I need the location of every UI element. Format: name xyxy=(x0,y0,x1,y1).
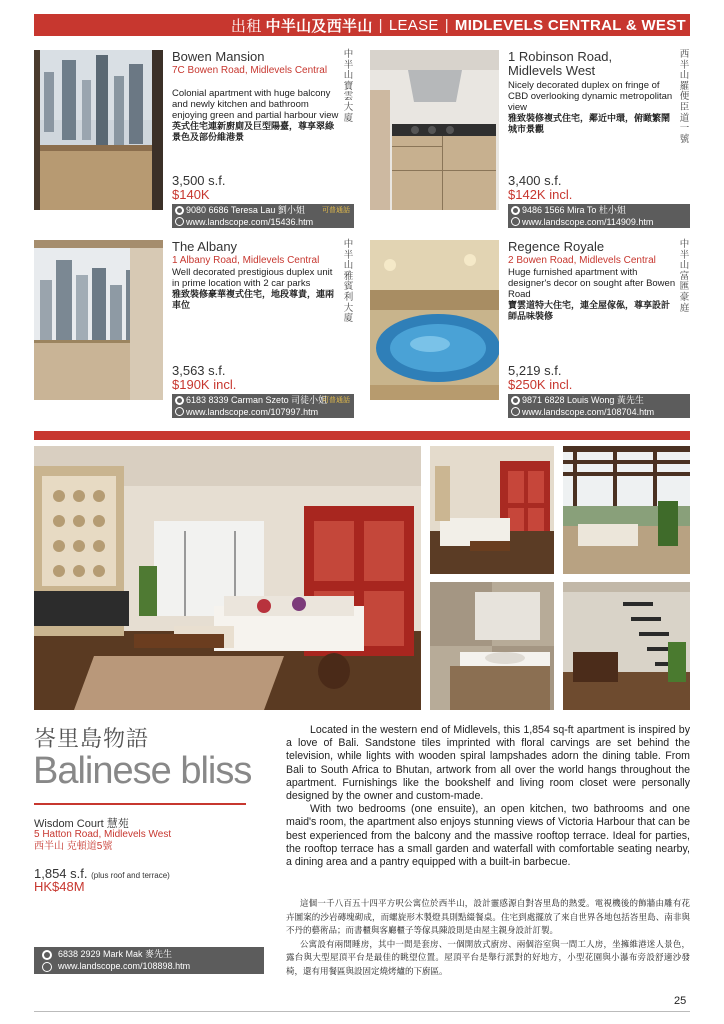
listing-size: 3,500 s.f. xyxy=(172,173,226,188)
feature-address xyxy=(34,829,171,853)
listing-web-link[interactable]: www.landscope.com/107997.htm xyxy=(186,406,319,417)
body-zh-paragraph-1: 這個一千八百五十四平方呎公寓位於西半山，設計靈感源自對峇里島的熱愛。電視機後的飾牆由雕有花卉圖案的沙岩磚塊砌成，而螺旋形木製燈具則點綴餐桌。住宅到處擺放了來自世界各地包括峇里島、南非與不丹的藝術品；而書櫃與客廳櫃子等傢具陳設則是由屋主親身設計訂製。 xyxy=(286,898,690,935)
listing-desc-zh: 雅致裝修複式住宅，鄰近中環，俯瞰繁鬧城市景觀 xyxy=(508,113,671,134)
listing-contact xyxy=(172,204,354,228)
header-region-zh: 中半山及西半山 xyxy=(265,17,373,35)
listing-description xyxy=(508,267,678,322)
feature-size-note: (plus roof and terrace) xyxy=(91,871,170,880)
listing-photo xyxy=(370,50,499,210)
listing-description xyxy=(172,88,342,143)
feature-photo-living-room xyxy=(34,446,421,710)
listing-address: 2 Bowen Road, Midlevels Central xyxy=(508,255,656,266)
listing-size: 3,563 s.f. xyxy=(172,363,226,378)
listing-name: The Albany xyxy=(172,239,238,254)
listing-name: 1 Robinson Road, Midlevels West xyxy=(508,49,613,78)
listing-price: $140K xyxy=(172,187,210,202)
globe-icon xyxy=(175,407,184,416)
section-divider xyxy=(34,431,690,440)
feature-phone: 6838 2929 Mark Mak 麥先生 xyxy=(58,949,173,959)
globe-icon xyxy=(42,962,52,972)
globe-icon xyxy=(175,217,184,226)
listing-desc-zh: 寶雲道特大住宅，連全屋傢俬，尊享設計師品味裝修 xyxy=(508,300,671,321)
listing-photo xyxy=(370,240,499,400)
feature-photo-staircase xyxy=(563,582,690,710)
listing-size: 3,400 s.f. xyxy=(508,173,562,188)
listing-vertical-name: 中半山寶雲大廈 xyxy=(343,49,354,124)
listing-vertical-name: 中半山富匯豪庭 xyxy=(679,239,690,314)
header-lease: LEASE xyxy=(388,16,439,34)
listing-vertical-name: 西半山羅便臣道一號 xyxy=(679,49,690,145)
listing-phone: 9871 6828 Louis Wong 黃先生 xyxy=(522,395,644,405)
title-rule xyxy=(34,803,246,805)
header-section: 出租 xyxy=(230,17,262,35)
listing-web-link[interactable]: www.landscope.com/108704.htm xyxy=(522,406,655,417)
body-en-paragraph-2: With two bedrooms (one ensuite), an open kitchen, two bathrooms and one maid's room, the apartment also enjoys stunning views of Victoria Harbour that can be best experienced from the balcony and the massive rooftop terrace. Ideal for parties, the rooftop terrace has a small garden and waterfall with comfortable seating nearby, a dining area and a pantry equipped with a built-in barbecue. xyxy=(286,803,690,869)
feature-title-en: Balinese bliss xyxy=(33,750,252,792)
listing-bowen-mansion xyxy=(34,50,354,240)
listing-desc-zh: 雅致裝修豪華複式住宅，地段尊貴，連兩車位 xyxy=(172,289,335,310)
section-header: 出租 中半山及西半山 | LEASE | MIDLEVELS CENTRAL & WEST xyxy=(34,14,690,36)
globe-icon xyxy=(511,407,520,416)
listing-price: $142K incl. xyxy=(508,187,573,202)
feature-building: Wisdom Court 慧苑 xyxy=(34,818,129,830)
feature-price: HK$48M xyxy=(34,879,85,894)
feature-photo-bathroom xyxy=(430,582,554,710)
feature-photo-rooftop xyxy=(563,446,690,574)
listing-phone: 6183 8339 Carman Szeto 司徒小姐 xyxy=(186,395,328,405)
feature-photo-lounge xyxy=(430,446,554,574)
listing-web-link[interactable]: www.landscope.com/114909.htm xyxy=(522,216,654,227)
phone-icon xyxy=(175,396,184,405)
feature-body-en xyxy=(286,724,690,869)
body-en-paragraph-1: Located in the western end of Midlevels, this 1,854 sq-ft apartment is inspired by a love of Bali. Sandstone tiles imprinted with floral carvings are set behind the television, while lights with wooden spiral lampshades adorn the dining table. From Bali to South Africa to Bhutan, artwork from all over the world hangs throughout the apartment. Furnishings like the bookshelf and living room closet were personally designed by the owner and custom-made. xyxy=(286,724,690,803)
listing-size: 5,219 s.f. xyxy=(508,363,562,378)
listing-contact xyxy=(172,394,354,418)
listing-regence-royale xyxy=(370,240,690,430)
listing-desc-en: Colonial apartment with huge balcony and newly kitchen and bathroom enjoying green and partial harbour view xyxy=(172,88,339,121)
listing-phone: 9080 6686 Teresa Lau 劉小姐 xyxy=(186,205,305,215)
feature-contact xyxy=(34,947,264,974)
listing-address: 1 Albany Road, Midlevels Central xyxy=(172,255,320,266)
listing-address: 7C Bowen Road, Midlevels Central xyxy=(172,65,328,76)
feature-address-en: 5 Hatton Road, Midlevels West xyxy=(34,829,172,840)
feature-web-link[interactable]: www.landscope.com/108898.htm xyxy=(58,961,191,971)
phone-icon xyxy=(42,950,52,960)
listing-web-link[interactable]: www.landscope.com/15436.htm xyxy=(186,216,314,227)
phone-icon xyxy=(511,206,520,215)
listing-price: $250K incl. xyxy=(508,377,573,392)
listing-name: Bowen Mansion xyxy=(172,49,265,64)
mandarin-badge: 可普通話 xyxy=(322,397,350,404)
listing-contact xyxy=(508,204,690,228)
listing-desc-zh: 英式住宅連新廚廁及巨型陽臺，尊享翠綠景色及部份維港景 xyxy=(172,121,335,142)
listing-desc-en: Nicely decorated duplex on fringe of CBD overlooking dynamic metropolitan view xyxy=(508,80,673,113)
page-number: 25 xyxy=(674,995,687,1007)
listing-the-albany xyxy=(34,240,354,430)
feature-size-value: 1,854 s.f. xyxy=(34,866,88,881)
listing-name: Regence Royale xyxy=(508,239,605,254)
listing-desc-en: Huge furnished apartment with designer's decor on sought after Bowen Road xyxy=(508,267,676,300)
listing-phone: 9486 1566 Mira To 杜小姐 xyxy=(522,205,626,215)
listing-price: $190K incl. xyxy=(172,377,237,392)
listing-photo xyxy=(34,240,163,400)
listing-desc-en: Well decorated prestigious duplex unit in prime location with 2 car parks xyxy=(172,267,333,289)
listing-description xyxy=(172,267,342,311)
listing-robinson-road xyxy=(370,50,690,240)
feature-title-zh: 峇里島物語 xyxy=(34,726,150,751)
listing-photo xyxy=(34,50,163,210)
mandarin-badge: 可普通話 xyxy=(322,207,350,214)
listing-description xyxy=(508,80,678,135)
globe-icon xyxy=(511,217,520,226)
header-region-en: MIDLEVELS CENTRAL & WEST xyxy=(454,16,686,34)
body-zh-paragraph-2: 公寓設有兩間睡房，其中一間是套房、一個開放式廚房、兩個浴室與一間工人房，坐擁維港迷人景色，露台與大型屋頂平台是最佳的眺望位置。屋頂平台是舉行派對的好地方，小型花園與小瀑布旁設舒適沙發椅，還有用餐區與設固定燒烤爐的下廚區。 xyxy=(286,938,690,976)
footer-rule xyxy=(34,1011,690,1012)
feature-address-zh: 西半山 克頓道5號 xyxy=(34,841,113,852)
phone-icon xyxy=(511,396,520,405)
feature-body-zh xyxy=(286,897,690,978)
listing-vertical-name: 中半山雅賓利大廈 xyxy=(343,239,354,325)
listing-contact xyxy=(508,394,690,418)
phone-icon xyxy=(175,206,184,215)
